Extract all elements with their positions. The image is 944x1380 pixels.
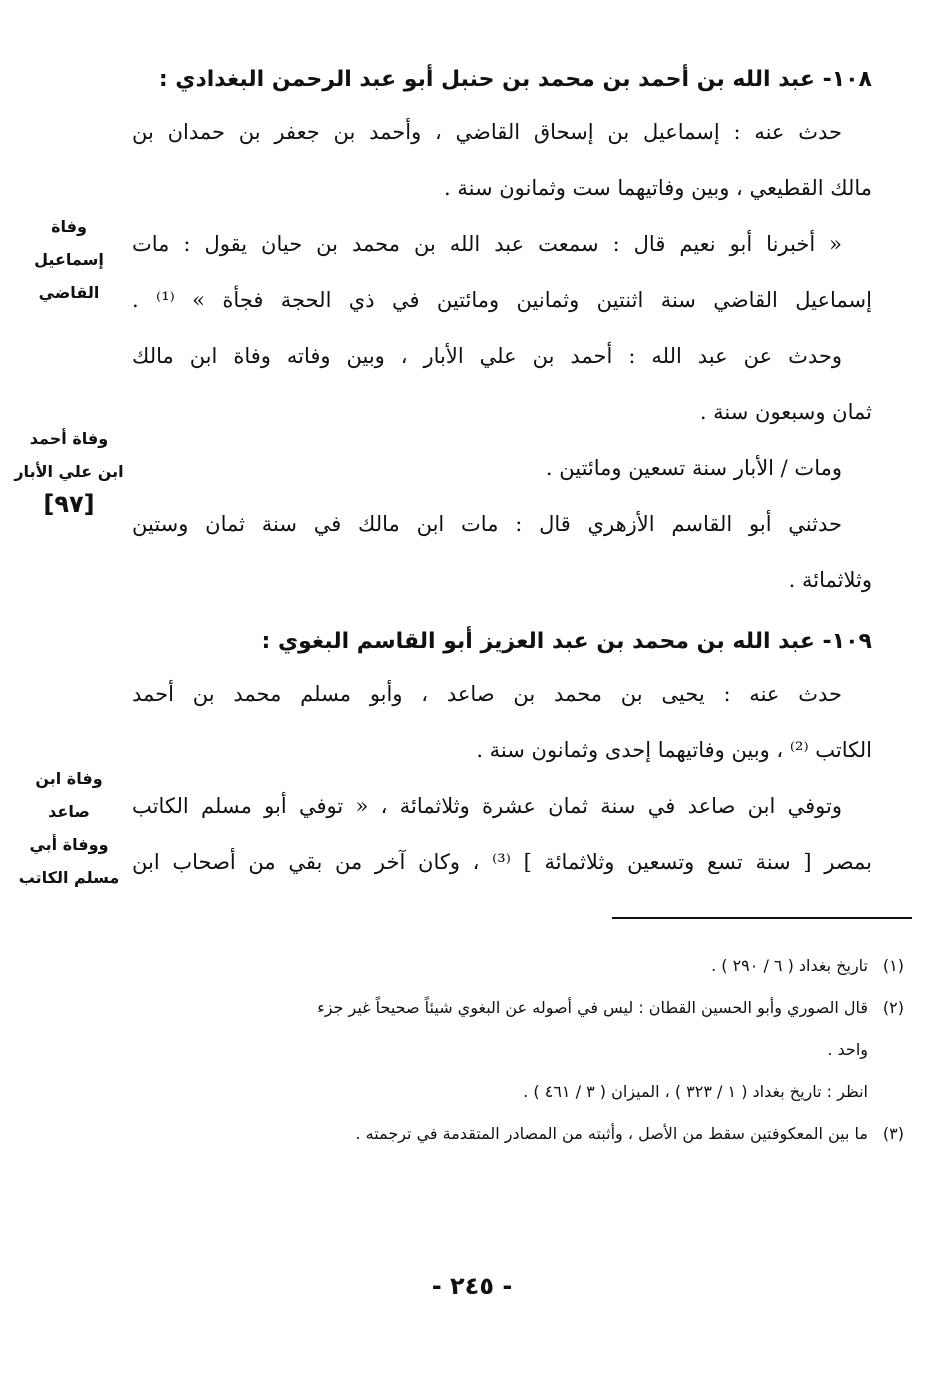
text-line: حدثني أبو القاسم الأزهري قال : مات ابن مالك في سنة ثمان وستين [132, 512, 842, 536]
text-line: وحدث عن عبد الله : أحمد بن علي الأبار ، وبين وفاته وفاة ابن مالك [132, 344, 842, 368]
text-line: إسماعيل القاضي سنة اثنتين وثمانين ومائتين في ذي الحجة فجأة » ⁽¹⁾ . [132, 288, 872, 312]
footnote-line: تاريخ بغداد ( ٦ / ٢٩٠ ) . [711, 956, 868, 975]
margin-note-line: ابن علي الأبار [14, 462, 124, 481]
margin-note-abbar [14, 422, 124, 521]
text-line: وتوفي ابن صاعد في سنة ثمان عشرة وثلاثمائة ، « توفي أبو مسلم الكاتب [132, 794, 842, 818]
margin-note-line: القاضي [38, 283, 100, 302]
text-line: ومات / الأبار سنة تسعين ومائتين . [545, 456, 842, 480]
text-line: مالك القطيعي ، وبين وفاتيهما ست وثمانون سنة . [444, 176, 872, 200]
text-line: بمصر [ سنة تسع وتسعين وثلاثمائة ] ⁽³⁾ ، وكان آخر من بقي من أصحاب ابن [132, 850, 872, 874]
margin-note-line: صاعد [48, 802, 90, 821]
text-line: حدث عنه : إسماعيل بن إسحاق القاضي ، وأحمد بن جعفر بن حمدان بن [132, 120, 842, 144]
margin-note-line: وفاة أحمد [29, 429, 109, 448]
margin-note-line: وفاة ابن [35, 769, 103, 788]
footnote-separator [612, 917, 912, 919]
entry-title-108: ١٠٨- عبد الله بن أحمد بن محمد بن حنبل أبو عبد الرحمن البغدادي : [158, 67, 872, 92]
margin-note-line: إسماعيل [34, 250, 104, 269]
margin-note-line: مسلم الكاتب [18, 868, 120, 887]
footnote-number: (٢) [882, 998, 904, 1017]
footnote-2 [134, 987, 904, 1113]
footnote-1 [134, 945, 904, 987]
margin-note-ibn-saed [14, 762, 124, 894]
margin-note-ismail [14, 210, 124, 309]
footnote-line: قال الصوري وأبو الحسين القطان : ليس في أصوله عن البغوي شيئاً صحيحاً غير جزء [317, 998, 868, 1017]
footnotes [134, 945, 904, 1155]
margin-note-line: وفاة [51, 217, 87, 236]
page-number: - ٢٤٥ - [431, 1272, 513, 1300]
footnote-line: ما بين المعكوفتين سقط من الأصل ، وأثبته من المصادر المتقدمة في ترجمته . [355, 1124, 868, 1143]
footnote-number: (١) [882, 956, 904, 975]
text-line: « أخبرنا أبو نعيم قال : سمعت عبد الله بن محمد بن حيان يقول : مات [132, 232, 842, 256]
text-line: الكاتب ⁽²⁾ ، وبين وفاتيهما إحدى وثمانون سنة . [476, 738, 872, 762]
footnote-number: (٣) [882, 1124, 904, 1143]
footnote-3 [134, 1113, 904, 1155]
text-line: حدث عنه : يحيى بن محمد بن صاعد ، وأبو مسلم محمد بن أحمد [132, 682, 842, 706]
text-line: وثلاثمائة . [788, 568, 872, 592]
text-line: ثمان وسبعون سنة . [699, 400, 872, 424]
entry-title-109: ١٠٩- عبد الله بن محمد بن عبد العزيز أبو القاسم البغوي : [261, 629, 872, 654]
margin-note-line: ووفاة أبي [29, 835, 109, 854]
manuscript-folio-number: [٩٧] [43, 490, 95, 518]
footnote-line: واحد . [827, 1040, 868, 1059]
footnote-line: انظر : تاريخ بغداد ( ١ / ٣٢٣ ) ، الميزان ( ٣ / ٤٦١ ) . [523, 1082, 868, 1101]
main-text [132, 56, 872, 890]
